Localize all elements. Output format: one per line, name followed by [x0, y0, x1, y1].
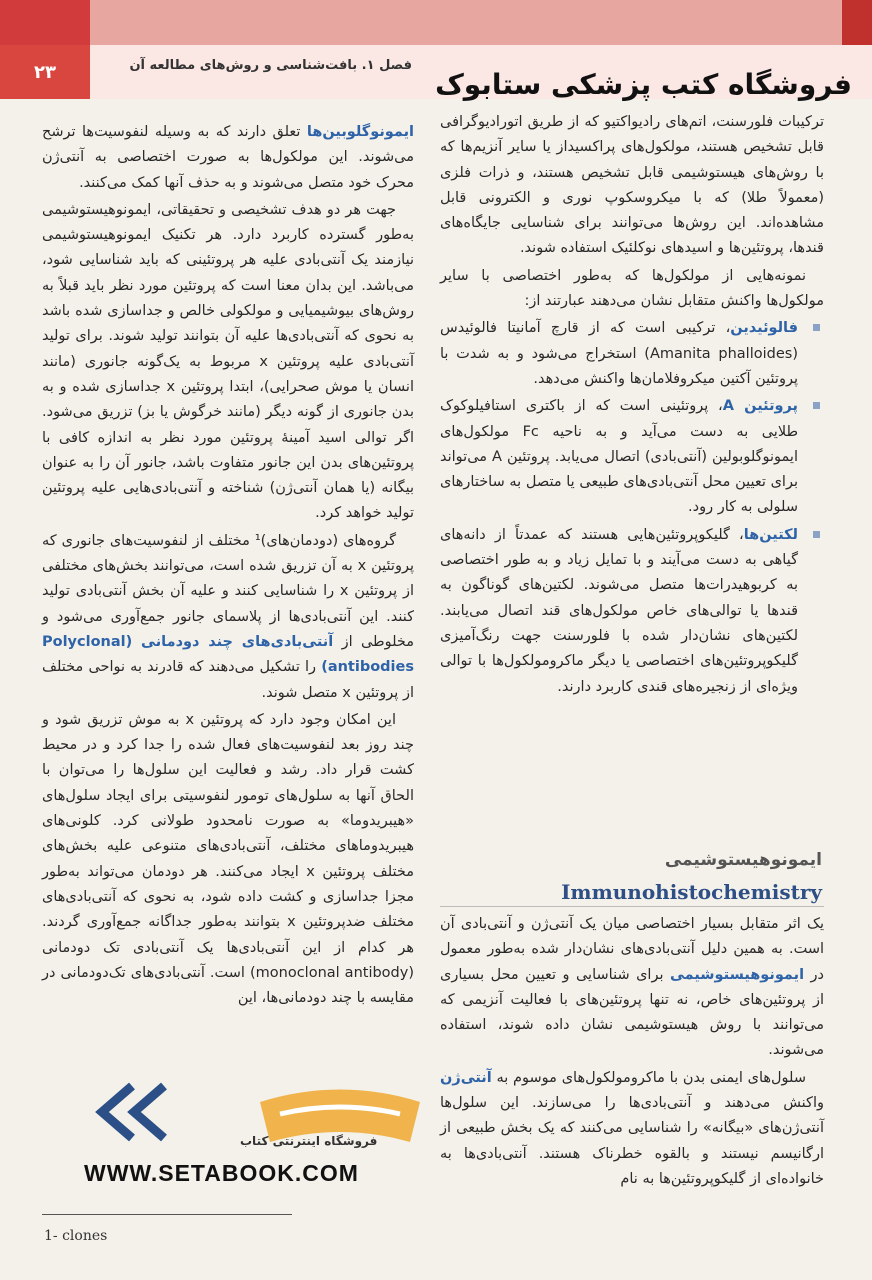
list-item — [440, 316, 824, 392]
keyword: لکتین‌ها — [743, 526, 798, 543]
keyword: آنتی‌بادی‌های چند دودمانی (Polyclonal antibodies) — [42, 633, 414, 676]
text: سلول‌های ایمنی بدن با ماکرومولکول‌های موسوم به — [491, 1069, 806, 1086]
left-text-column — [42, 120, 414, 1013]
right-text-column-section — [440, 912, 824, 1194]
list-item — [440, 394, 824, 520]
keyword: ایمونوگلوبین‌ها — [306, 124, 414, 140]
keyword: فالوئیدین — [730, 320, 798, 337]
top-color-band — [0, 0, 872, 45]
text: برای شناسایی و تعیین محل بسیاری از پروتئین‌های خاص، نه تنها پروتئین‌های با فعالیت آنزیمی که می‌توانند با روش هیستوشیمی نشان داده شوند، استفاده می‌شوند. — [440, 966, 824, 1059]
store-name-watermark: فروشگاه کتب پزشکی ستابوک — [435, 68, 852, 101]
bullet-square-icon — [813, 531, 820, 538]
paragraph: جهت هر دو هدف تشخیصی و تحقیقاتی، ایمونوهیستوشیمی به‌طور گسترده کاربرد دارد. هر تکنیک ایمونوهیستوشیمی نیازمند یک آنتی‌بادی علیه هر پروتئینی که باید شناسایی شود، می‌باشد. این بدان معنا است که پروتئین مورد نظر باید قبلاً به روش‌های بیوشیمیایی و مولکولی خالص و جداسازی شده باشد به نحوی که آنتی‌بادی‌ها علیه آن بتوانند تولید شوند. برای تولید آنتی‌بادی علیه پروتئین x مربوط به یک‌گونه جانوری (مانند انسان یا موش صحرایی)، ابتدا پروتئین x جداسازی شده و به بدن جانوری از گونه دیگر (مانند خرگوش یا بز) تزریق می‌شود. اگر توالی اسید آمینهٔ پروتئین مورد نظر به اندازه کافی با پروتئین‌های بدن این جانور متفاوت باشد، جانور آن را به عنوان بیگانه (یا همان آنتی‌ژن) شناخته و آنتی‌بادی‌هایی علیه پروتئین تولید خواهد کرد. — [42, 201, 415, 522]
paragraph: نمونه‌هایی از مولکول‌ها که به‌طور اختصاصی با سایر مولکول‌ها واکنش متقابل نشان می‌دهند عبارتند از: — [440, 267, 824, 310]
section-title-en: Immunohistochemistry — [561, 880, 822, 904]
bullet-list — [440, 316, 824, 699]
bullet-square-icon — [813, 324, 820, 331]
paragraph — [42, 529, 414, 706]
paragraph — [440, 912, 824, 1064]
bullet-square-icon — [813, 402, 820, 409]
top-band-right-block — [842, 0, 872, 45]
text: یک اثر متقابل بسیار اختصاصی میان یک آنتی‌ژن و آنتی‌بادی آن است. به همین دلیل آنتی‌بادی‌های نشان‌دار شده به‌طور معمول در — [440, 916, 825, 983]
footnote: 1- clones — [44, 1228, 108, 1244]
text: ، گلیکوپروتئین‌هایی هستند که عمدتاً از دانه‌های گیاهی به دست می‌آیند و با تمایل زیاد و به طور اختصاصی به کربوهیدرات‌ها متصل می‌شوند. لکتین‌های گوناگون به قندها یا توالی‌های خاص مولکول‌های قند اتصال می‌یابند. لکتین‌های نشان‌دار شده با فلورسنت جهت رنگ‌آمیزی گلیکوپروتئین‌های اختصاصی یا دیگر ماکرومولکول‌ها با توالی ویژه‌ای از زنجیره‌های قندی کاربرد دارند. — [440, 526, 798, 695]
text: تعلق دارند که به وسیله لنفوسیت‌ها ترشح می‌شوند. این مولکول‌ها به صورت اختصاصی به آنتی‌ژن محرک خود متصل می‌شوند و به حذف آنها کمک می‌کنند. — [42, 124, 414, 191]
setabook-chevron-icon — [92, 1080, 178, 1144]
watermark-subtitle: فروشگاه اینترنتی کتاب — [240, 1134, 378, 1148]
text: واکنش می‌دهند و آنتی‌بادی‌ها را می‌سازند. این سلول‌ها آنتی‌ژن‌های «بیگانه» را شناسایی می‌کنند که یک بخش طبیعی از ارگانیسم نیستند و بالقوه خطرناک هستند. آنتی‌بادی‌ها به خانواده‌ای از گلیکوپروتئین‌ها به نام — [440, 1095, 824, 1187]
page-number: ۲۳ — [0, 45, 90, 99]
section-title-fa: ایمونوهیستوشیمی — [664, 850, 822, 870]
keyword: پروتئین A — [722, 398, 798, 415]
paragraph — [42, 120, 414, 196]
text: ، ترکیبی است که از قارچ آمانیتا فالوئیدس (Amanita phalloides) استخراج می‌شود و به شدت با پروتئین آکتین میکروفلامان‌ها واکنش می‌دهد. — [440, 320, 798, 387]
watermark-url: WWW.SETABOOK.COM — [84, 1160, 359, 1186]
keyword: ایمونوهیستوشیمی — [669, 966, 805, 983]
paragraph — [440, 1066, 824, 1192]
list-item — [440, 523, 824, 700]
text: گروه‌های (دودمان‌های)¹ مختلف از لنفوسیت‌های جانوری که پروتئین x به آن تزریق شده است، می‌توانند بخش‌های مختلفی از پروتئین x را شناسایی کنند و علیه آن بخش آنتی‌بادی تولید کنند. این آنتی‌بادی‌ها از پلاسمای جانور جمع‌آوری می‌شود و مخلوطی از — [42, 532, 414, 650]
text: را تشکیل می‌دهند که قادرند به نواحی مختلف از پروتئین x متصل شوند. — [42, 659, 414, 701]
keyword: آنتی‌ژن — [440, 1069, 492, 1086]
paragraph: ترکیبات فلورسنت، اتم‌های رادیواکتیو که از طریق اتورادیوگرافی قابل تشخیص هستند، مولکول‌های پراکسیداز یا سایر آنزیم‌ها که با روش‌های هیستوشیمی قابل تشخیص هستند، و ذرات فلزی (معمولاً طلا) که با میکروسکوپ نوری و الکترونی قابل مشاهده‌اند. این روش‌ها می‌توانند برای شناسایی جایگاه‌های قندها، پروتئین‌ها و اسیدهای نوکلئیک استفاده شوند. — [440, 114, 824, 257]
chapter-title: فصل ۱. بافت‌شناسی و روش‌های مطالعه آن — [129, 58, 412, 73]
top-band-red-block — [0, 0, 90, 45]
right-text-column — [440, 110, 824, 702]
paragraph: این امکان وجود دارد که پروتئین x به موش تزریق شود و چند روز بعد لنفوسیت‌های فعال شده را جدا کرد و در محیط کشت قرار داد. رشد و فعالیت این سلول‌ها را می‌توان با الحاق آنها به سلول‌های تومور لنفوسیتی برای ایجاد سلول‌های «هیبریدوما» به صورت نامحدود طولانی کرد. کلونی‌های هیبریدوماهای مختلف، آنتی‌بادی‌های متنوعی علیه بخش‌های مختلف پروتئین x ایجاد می‌کنند. هر دودمان می‌تواند به‌طور مجزا جداسازی و کشت داده شود، به نحوی که آنتی‌بادی‌های مختلف ضدپروتئین x بتوانند به‌طور جداگانه جمع‌آوری گردند. هر کدام از این آنتی‌بادی‌ها یک آنتی‌بادی تک دودمانی (monoclonal antibody) است. آنتی‌بادی‌های تک‌دودمانی در مقایسه با چند دودمانی‌ها، این — [42, 711, 415, 1007]
section-divider — [440, 906, 824, 907]
footnote-divider — [42, 1214, 292, 1215]
text: ، پروتئینی است که از باکتری استافیلوکوک طلایی به دست می‌آید و به ناحیه Fc مولکول‌های ایمونوگلوبولین (آنتی‌بادی) اتصال می‌یابد. پروتئین A می‌تواند برای تعیین محل آنتی‌بادی‌های طبیعی یا متصل به ساختارهای سلولی به کار رود. — [440, 398, 799, 516]
